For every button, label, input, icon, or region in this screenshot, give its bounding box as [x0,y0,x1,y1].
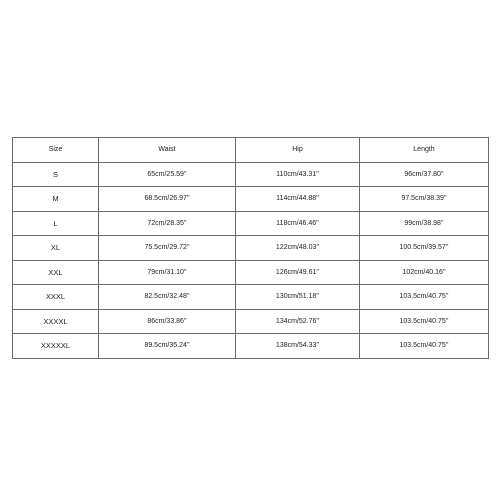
cell-length: 103.5cm/40.75'' [360,285,489,310]
table-row [13,163,489,188]
cell-hip: 130cm/51.18'' [236,285,360,310]
table-header-row [13,138,489,163]
header-length: Length [360,138,489,163]
cell-length: 103.5cm/40.75'' [360,310,489,335]
cell-hip: 110cm/43.31'' [236,163,360,188]
cell-hip: 122cm/48.03'' [236,236,360,261]
cell-size: XXXXL [13,310,99,335]
cell-size: XXXL [13,285,99,310]
cell-waist: 89.5cm/35.24'' [99,334,236,359]
cell-length: 103.5cm/40.75'' [360,334,489,359]
cell-waist: 75.5cm/29.72'' [99,236,236,261]
table-row [13,187,489,212]
cell-hip: 138cm/54.33'' [236,334,360,359]
cell-length: 97.5cm/38.39'' [360,187,489,212]
cell-size: XXL [13,261,99,286]
cell-length: 96cm/37.80'' [360,163,489,188]
table-row [13,261,489,286]
cell-size: M [13,187,99,212]
header-hip: Hip [236,138,360,163]
cell-waist: 68.5cm/26.97'' [99,187,236,212]
cell-hip: 126cm/49.61'' [236,261,360,286]
cell-hip: 118cm/46.46'' [236,212,360,237]
table-row [13,212,489,237]
cell-waist: 82.5cm/32.48'' [99,285,236,310]
table-row [13,334,489,359]
cell-waist: 72cm/28.35'' [99,212,236,237]
cell-waist: 79cm/31.10'' [99,261,236,286]
table-row [13,285,489,310]
header-size: Size [13,138,99,163]
cell-length: 100.5cm/39.57'' [360,236,489,261]
table-row [13,236,489,261]
table-row [13,310,489,335]
cell-length: 99cm/38.98'' [360,212,489,237]
cell-size: L [13,212,99,237]
cell-waist: 65cm/25.59'' [99,163,236,188]
cell-size: XXXXXL [13,334,99,359]
cell-size: S [13,163,99,188]
cell-hip: 114cm/44.88'' [236,187,360,212]
header-waist: Waist [99,138,236,163]
cell-length: 102cm/40.16'' [360,261,489,286]
cell-hip: 134cm/52.76'' [236,310,360,335]
cell-waist: 86cm/33.86'' [99,310,236,335]
cell-size: XL [13,236,99,261]
size-chart-table [12,137,489,359]
